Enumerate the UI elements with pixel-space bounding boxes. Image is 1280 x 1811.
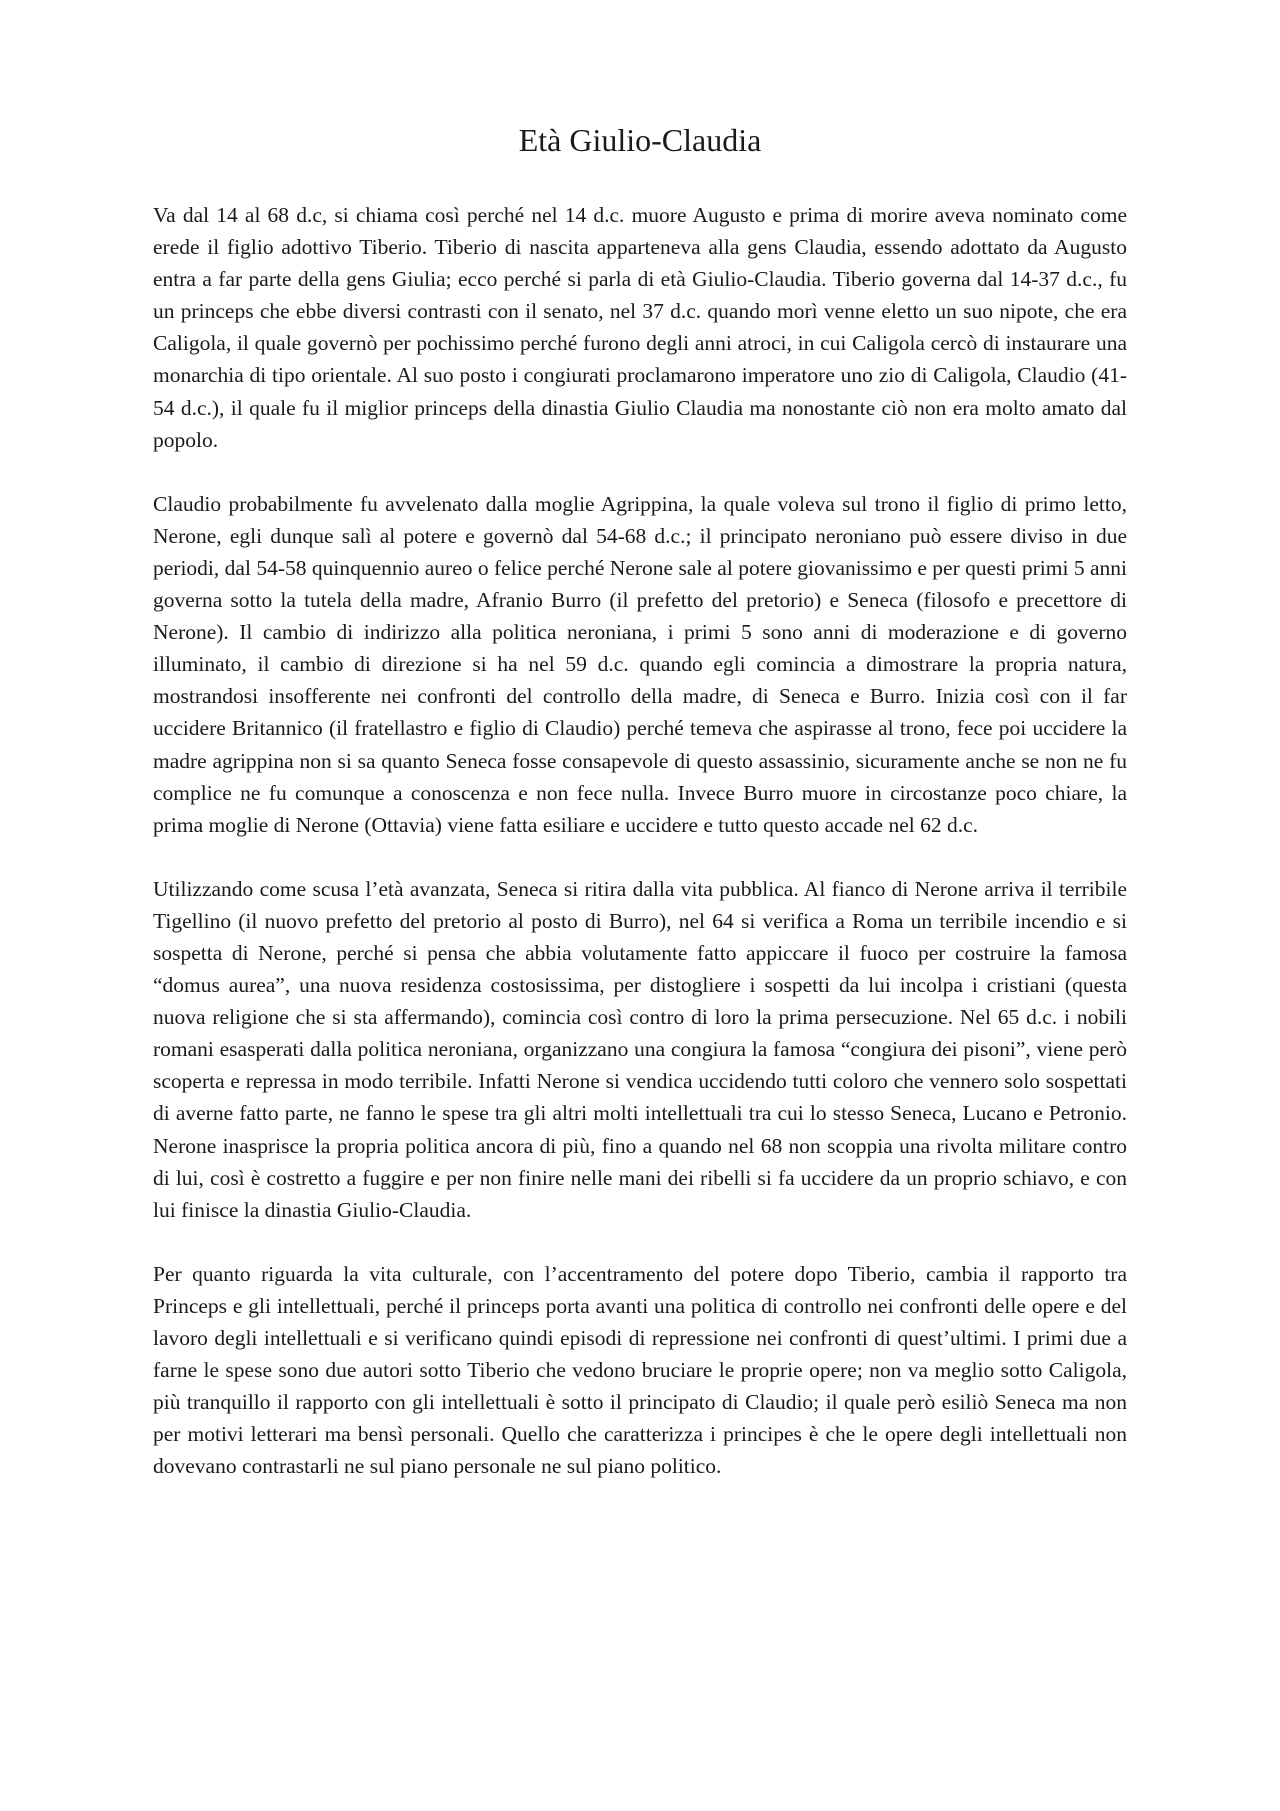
paragraph-1: Va dal 14 al 68 d.c, si chiama così perché nel 14 d.c. muore Augusto e prima di morire aveva nominato come erede il figlio adottivo Tiberio. Tiberio di nascita apparteneva alla gens Claudia, essendo adottato da Augusto entra a far parte della gens Giulia; ecco perché si parla di età Giulio-Claudia. Tiberio governa dal 14-37 d.c., fu un princeps che ebbe diversi contrasti con il senato, nel 37 d.c. quando morì venne eletto un suo nipote, che era Caligola, il quale governò per pochissimo perché furono degli anni atroci, in cui Caligola cercò di instaurare una monarchia di tipo orientale. Al suo posto i congiurati proclamarono imperatore uno zio di Caligola, Claudio (41-54 d.c.), il quale fu il miglior princeps della dinastia Giulio Claudia ma nonostante ciò non era molto amato dal popolo. xyxy=(153,203,1127,452)
paragraph-4: Per quanto riguarda la vita culturale, con l’accentramento del potere dopo Tiberio, cambia il rapporto tra Princeps e gli intellettuali, perché il princeps porta avanti una politica di controllo nei confronti delle opere e del lavoro degli intellettuali e si verificano quindi episodi di repressione nei confronti di quest’ultimi. I primi due a farne le spese sono due autori sotto Tiberio che vedono bruciare le proprie opere; non va meglio sotto Caligola, più tranquillo il rapporto con gli intellettuali è sotto il principato di Claudio; il quale però esiliò Seneca ma non per motivi letterari ma bensì personali. Quello che caratterizza i principes è che le opere degli intellettuali non dovevano contrastarli ne sul piano personale ne sul piano politico. xyxy=(153,1261,1127,1479)
document-body xyxy=(153,199,1127,1514)
page-title: Età Giulio-Claudia xyxy=(518,122,762,158)
paragraph-3: Utilizzando come scusa l’età avanzata, Seneca si ritira dalla vita pubblica. Al fianco di Nerone arriva il terribile Tigellino (il nuovo prefetto del pretorio al posto di Burro), nel 64 si verifica a Roma un terribile incendio e si sospetta di Nerone, perché si pensa che abbia volutamente fatto appiccare il fuoco per costruire la famosa “domus aurea”, una nuova residenza costosissima, per distogliere i sospetti da lui incolpa i cristiani (questa nuova religione che si sta affermando), comincia così contro di loro la prima persecuzione. Nel 65 d.c. i nobili romani esasperati dalla politica neroniana, organizzano una congiura la famosa “congiura dei pisoni”, viene però scoperta e repressa in modo terribile. Infatti Nerone si vendica uccidendo tutti coloro che vennero solo sospettati di averne fatto parte, ne fanno le spese tra gli altri molti intellettuali tra cui lo stesso Seneca, Lucano e Petronio. Nerone inasprisce la propria politica ancora di più, fino a quando nel 68 non scoppia una rivolta militare contro di lui, così è costretto a fuggire e per non finire nelle mani dei ribelli si fa uccidere da un proprio schiavo, e con lui finisce la dinastia Giulio-Claudia. xyxy=(153,876,1127,1222)
paragraph-2: Claudio probabilmente fu avvelenato dalla moglie Agrippina, la quale voleva sul trono il figlio di primo letto, Nerone, egli dunque salì al potere e governò dal 54-68 d.c.; il principato neroniano può essere diviso in due periodi, dal 54-58 quinquennio aureo o felice perché Nerone sale al potere giovanissimo e per questi primi 5 anni governa sotto la tutela della madre, Afranio Burro (il prefetto del pretorio) e Seneca (filosofo e precettore di Nerone). Il cambio di indirizzo alla politica neroniana, i primi 5 sono anni di moderazione e di governo illuminato, il cambio di direzione si ha nel 59 d.c. quando egli comincia a dimostrare la propria natura, mostrandosi insofferente nei confronti del controllo della madre, di Seneca e Burro. Inizia così con il far uccidere Britannico (il fratellastro e figlio di Claudio) perché temeva che aspirasse al trono, fece poi uccidere la madre agrippina non si sa quanto Seneca fosse consapevole di questo assassinio, sicuramente anche se non ne fu complice ne fu comunque a conoscenza e non fece nulla. Invece Burro muore in circostanze poco chiare, la prima moglie di Nerone (Ottavia) viene fatta esiliare e uccidere e tutto questo accade nel 62 d.c. xyxy=(153,491,1127,837)
